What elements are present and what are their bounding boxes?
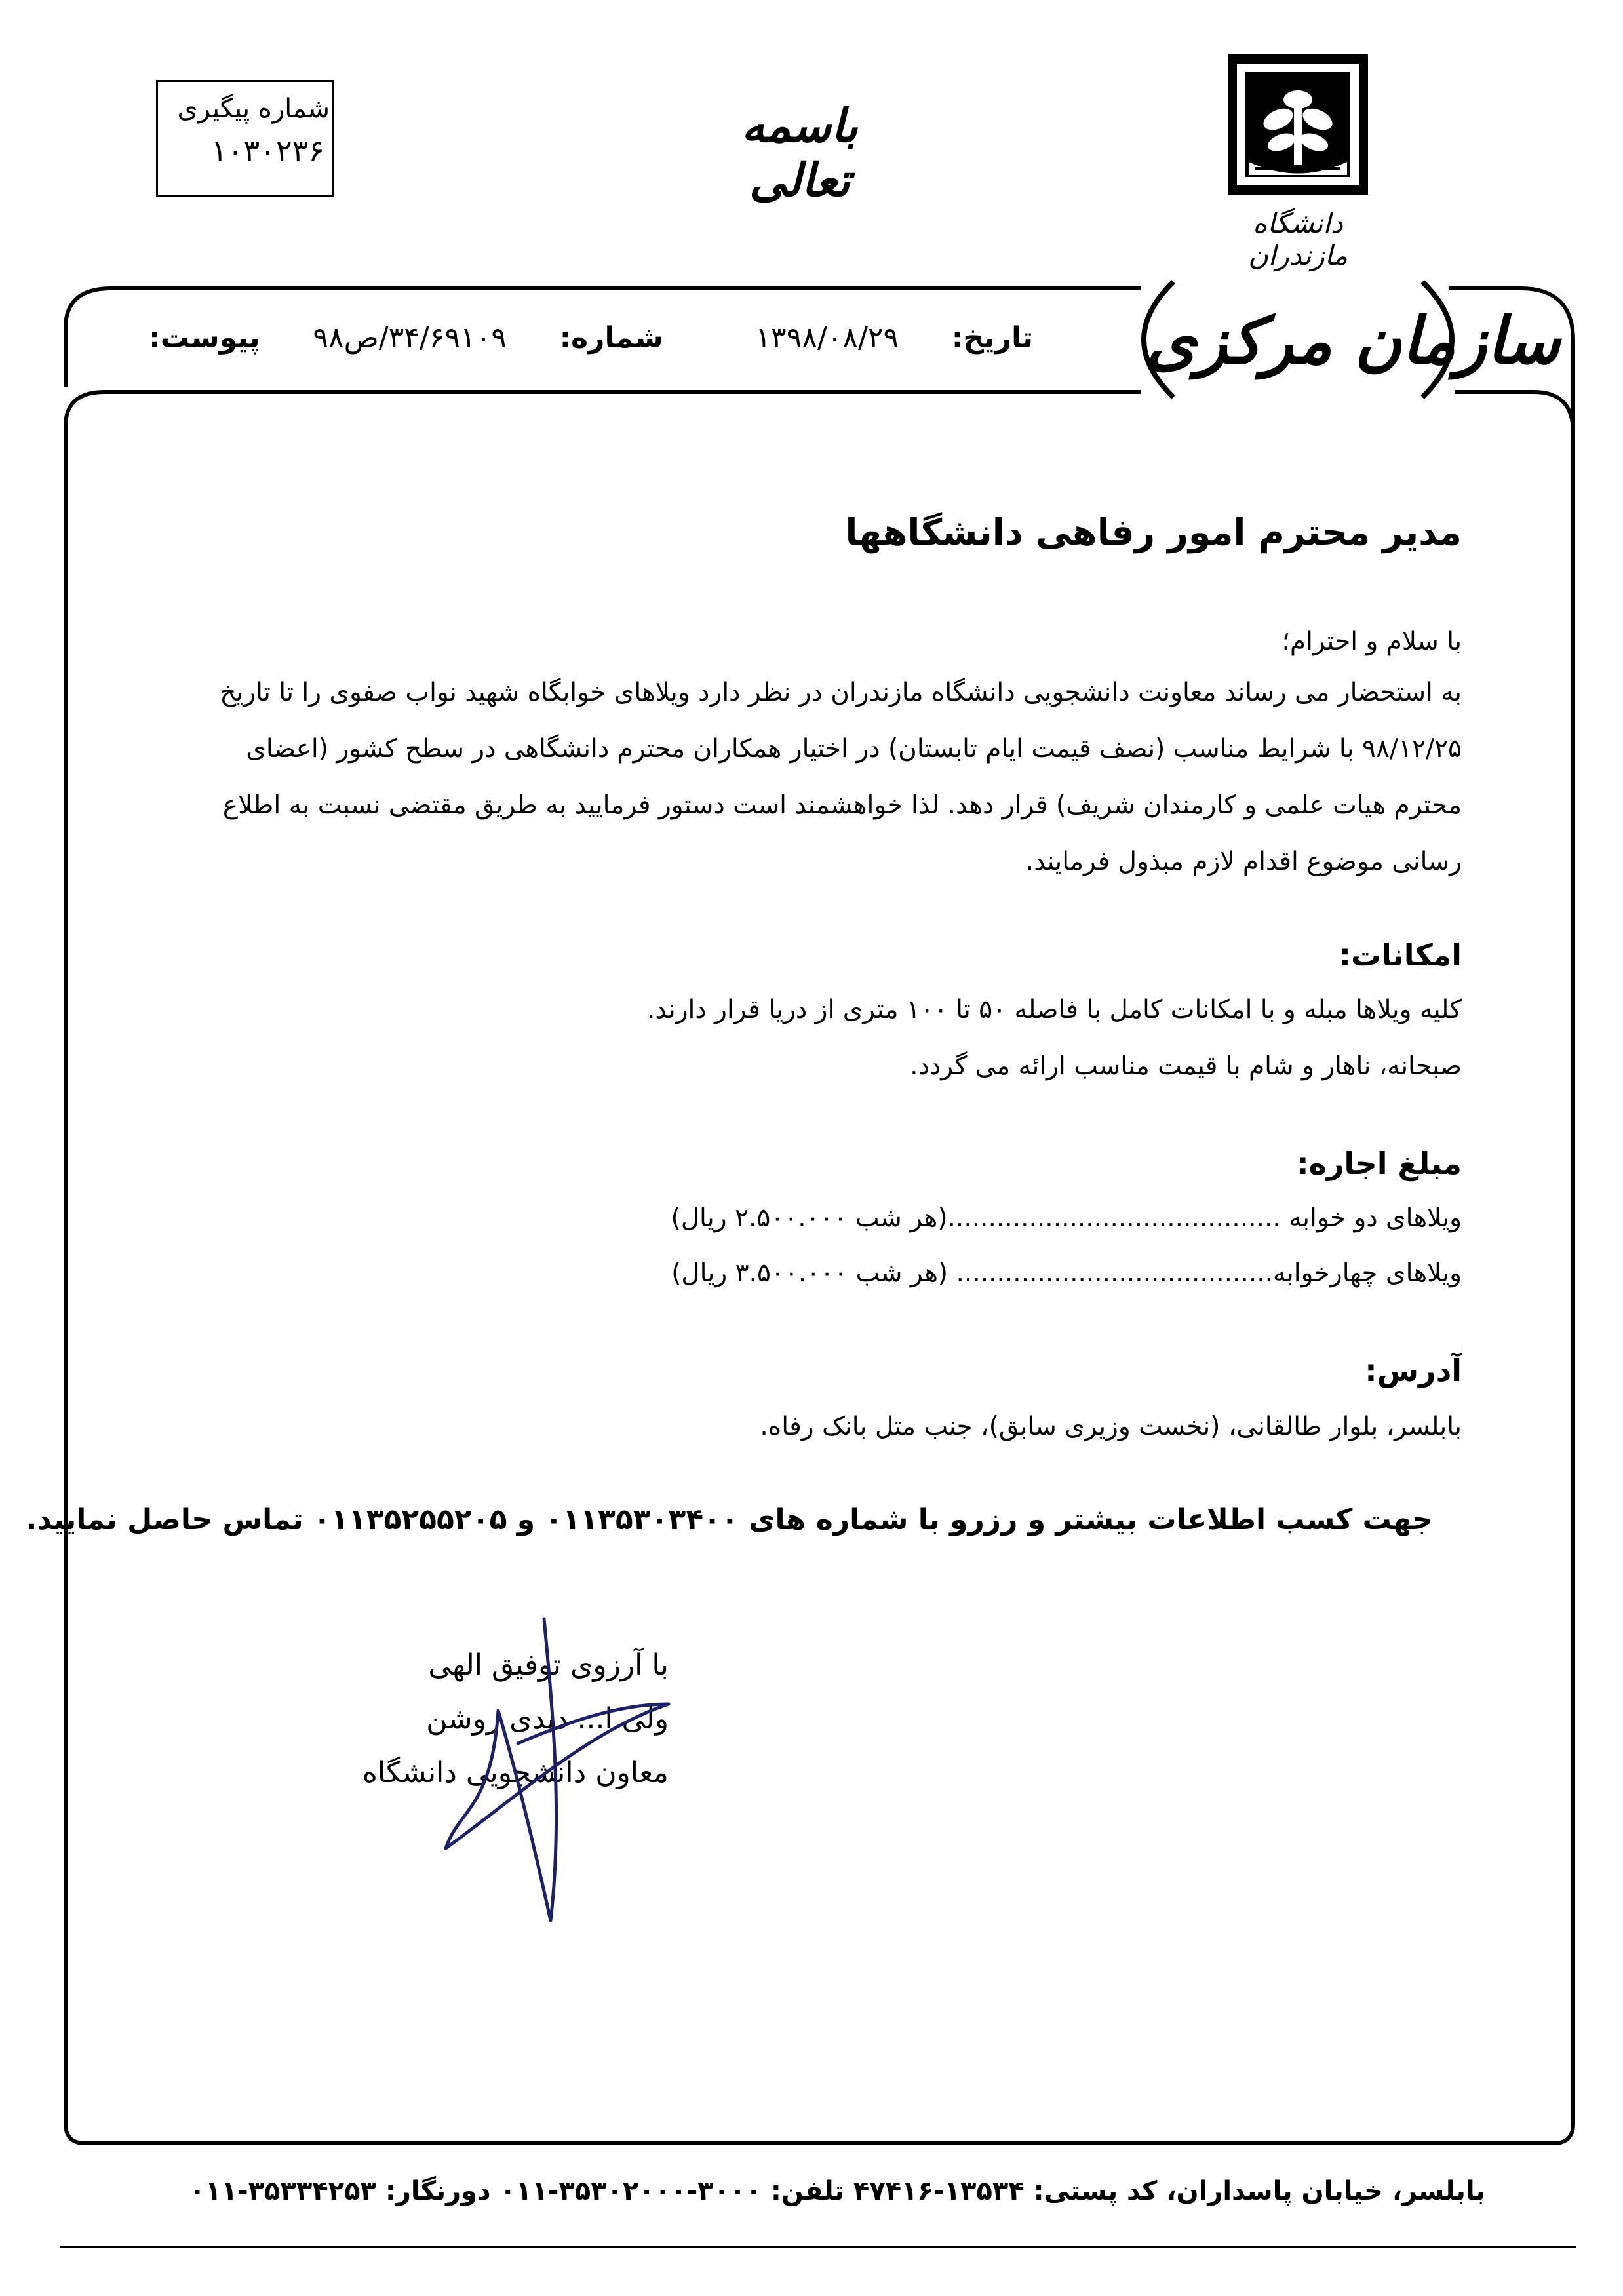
signatory-name: ولی ا... دیدی روشن: [426, 1702, 669, 1736]
body-line: رسانی موضوع اقدام لازم مبذول فرمایند.: [1025, 847, 1462, 876]
greeting: با سلام و احترام؛: [1281, 627, 1462, 656]
tracking-number-box: [156, 80, 334, 197]
attachment-label: پیوست:: [149, 321, 260, 355]
addressee: مدیر محترم امور رفاهی دانشگاهها: [845, 511, 1462, 553]
facilities-line: کلیه ویلاها مبله و با امکانات کامل با فاصله ۵۰ تا ۱۰۰ متری از دریا قرار دارند.: [646, 995, 1462, 1024]
date-label: تاریخ:: [951, 321, 1033, 355]
date-value: ۱۳۹۸/۰۸/۲۹: [755, 321, 899, 355]
facilities-line: صبحانه، ناهار و شام با قیمت مناسب ارائه می گردد.: [910, 1051, 1462, 1081]
body-line: به استحضار می رساند معاونت دانشجویی دانشگاه مازندران در نظر دارد ویلاهای خوابگاه شهید نواب صفوی را تا تاریخ: [220, 678, 1462, 707]
tracking-number: ۱۰۳۰۲۳۶: [211, 133, 324, 168]
university-name: دانشگاه مازندران: [1247, 207, 1348, 271]
address-heading: آدرس:: [1365, 1353, 1462, 1388]
footer-rule: [60, 2246, 1576, 2248]
tracking-label: شماره پیگیری: [177, 94, 330, 124]
body-line: ۹۸/۱۲/۲۵ با شرایط مناسب (نصف قیمت ایام تابستان) در اختیار همکاران محترم دانشگاهی در سطح کشور (اعضای: [246, 734, 1462, 764]
number-value: ۳۴/۶۹۱۰۹/ص۹۸: [313, 321, 507, 355]
facilities-heading: امکانات:: [1339, 937, 1462, 973]
basmala-heading: باسمه تعالی: [741, 98, 858, 207]
letter-meta-row: [149, 321, 1033, 355]
rent-line: ویلاهای چهارخوابه....................................... (هر شب ۳.۵۰۰.۰۰۰ ریال): [671, 1258, 1462, 1288]
address-line: بابلسر، بلوار طالقانی، (نخست وزیری سابق)، جنب متل بانک رفاه.: [760, 1412, 1462, 1441]
handwritten-signature-icon: [420, 1612, 695, 1940]
closing-text: با آرزوی توفیق الهی: [428, 1648, 669, 1682]
rent-heading: مبلغ اجاره:: [1297, 1146, 1462, 1181]
contact-line: جهت کسب اطلاعات بیشتر و رزرو با شماره های ۰۱۱۳۵۳۰۳۴۰۰ و ۰۱۱۳۵۲۵۵۲۰۵ تماس حاصل نمایید.: [26, 1503, 1433, 1536]
signatory-title: معاون دانشجویی دانشگاه: [362, 1756, 669, 1789]
body-line: محترم هیات علمی و کارمندان شریف) قرار دهد. لذا خواهشمند است دستور فرمایید به طریق مقتضی نسبت به اطلاع: [222, 790, 1462, 820]
number-label: شماره:: [559, 321, 663, 355]
footer-contact: بابلسر، خیابان پاسداران، کد پستی: ۱۳۵۳۴-۴۷۴۱۶ تلفن: ۳۰۰۰-۳۵۳۰۲۰۰۰-۰۱۱ دورنگار: ۳۵۳۳۴۲۵۳-۰۱۱: [189, 2176, 1485, 2206]
rent-line: ویلاهای دو خوابه .........................................(هر شب ۲.۵۰۰.۰۰۰ ریال): [671, 1203, 1462, 1233]
org-name: سازمان مرکزی: [1146, 303, 1560, 379]
university-logo-icon: [1219, 54, 1377, 204]
